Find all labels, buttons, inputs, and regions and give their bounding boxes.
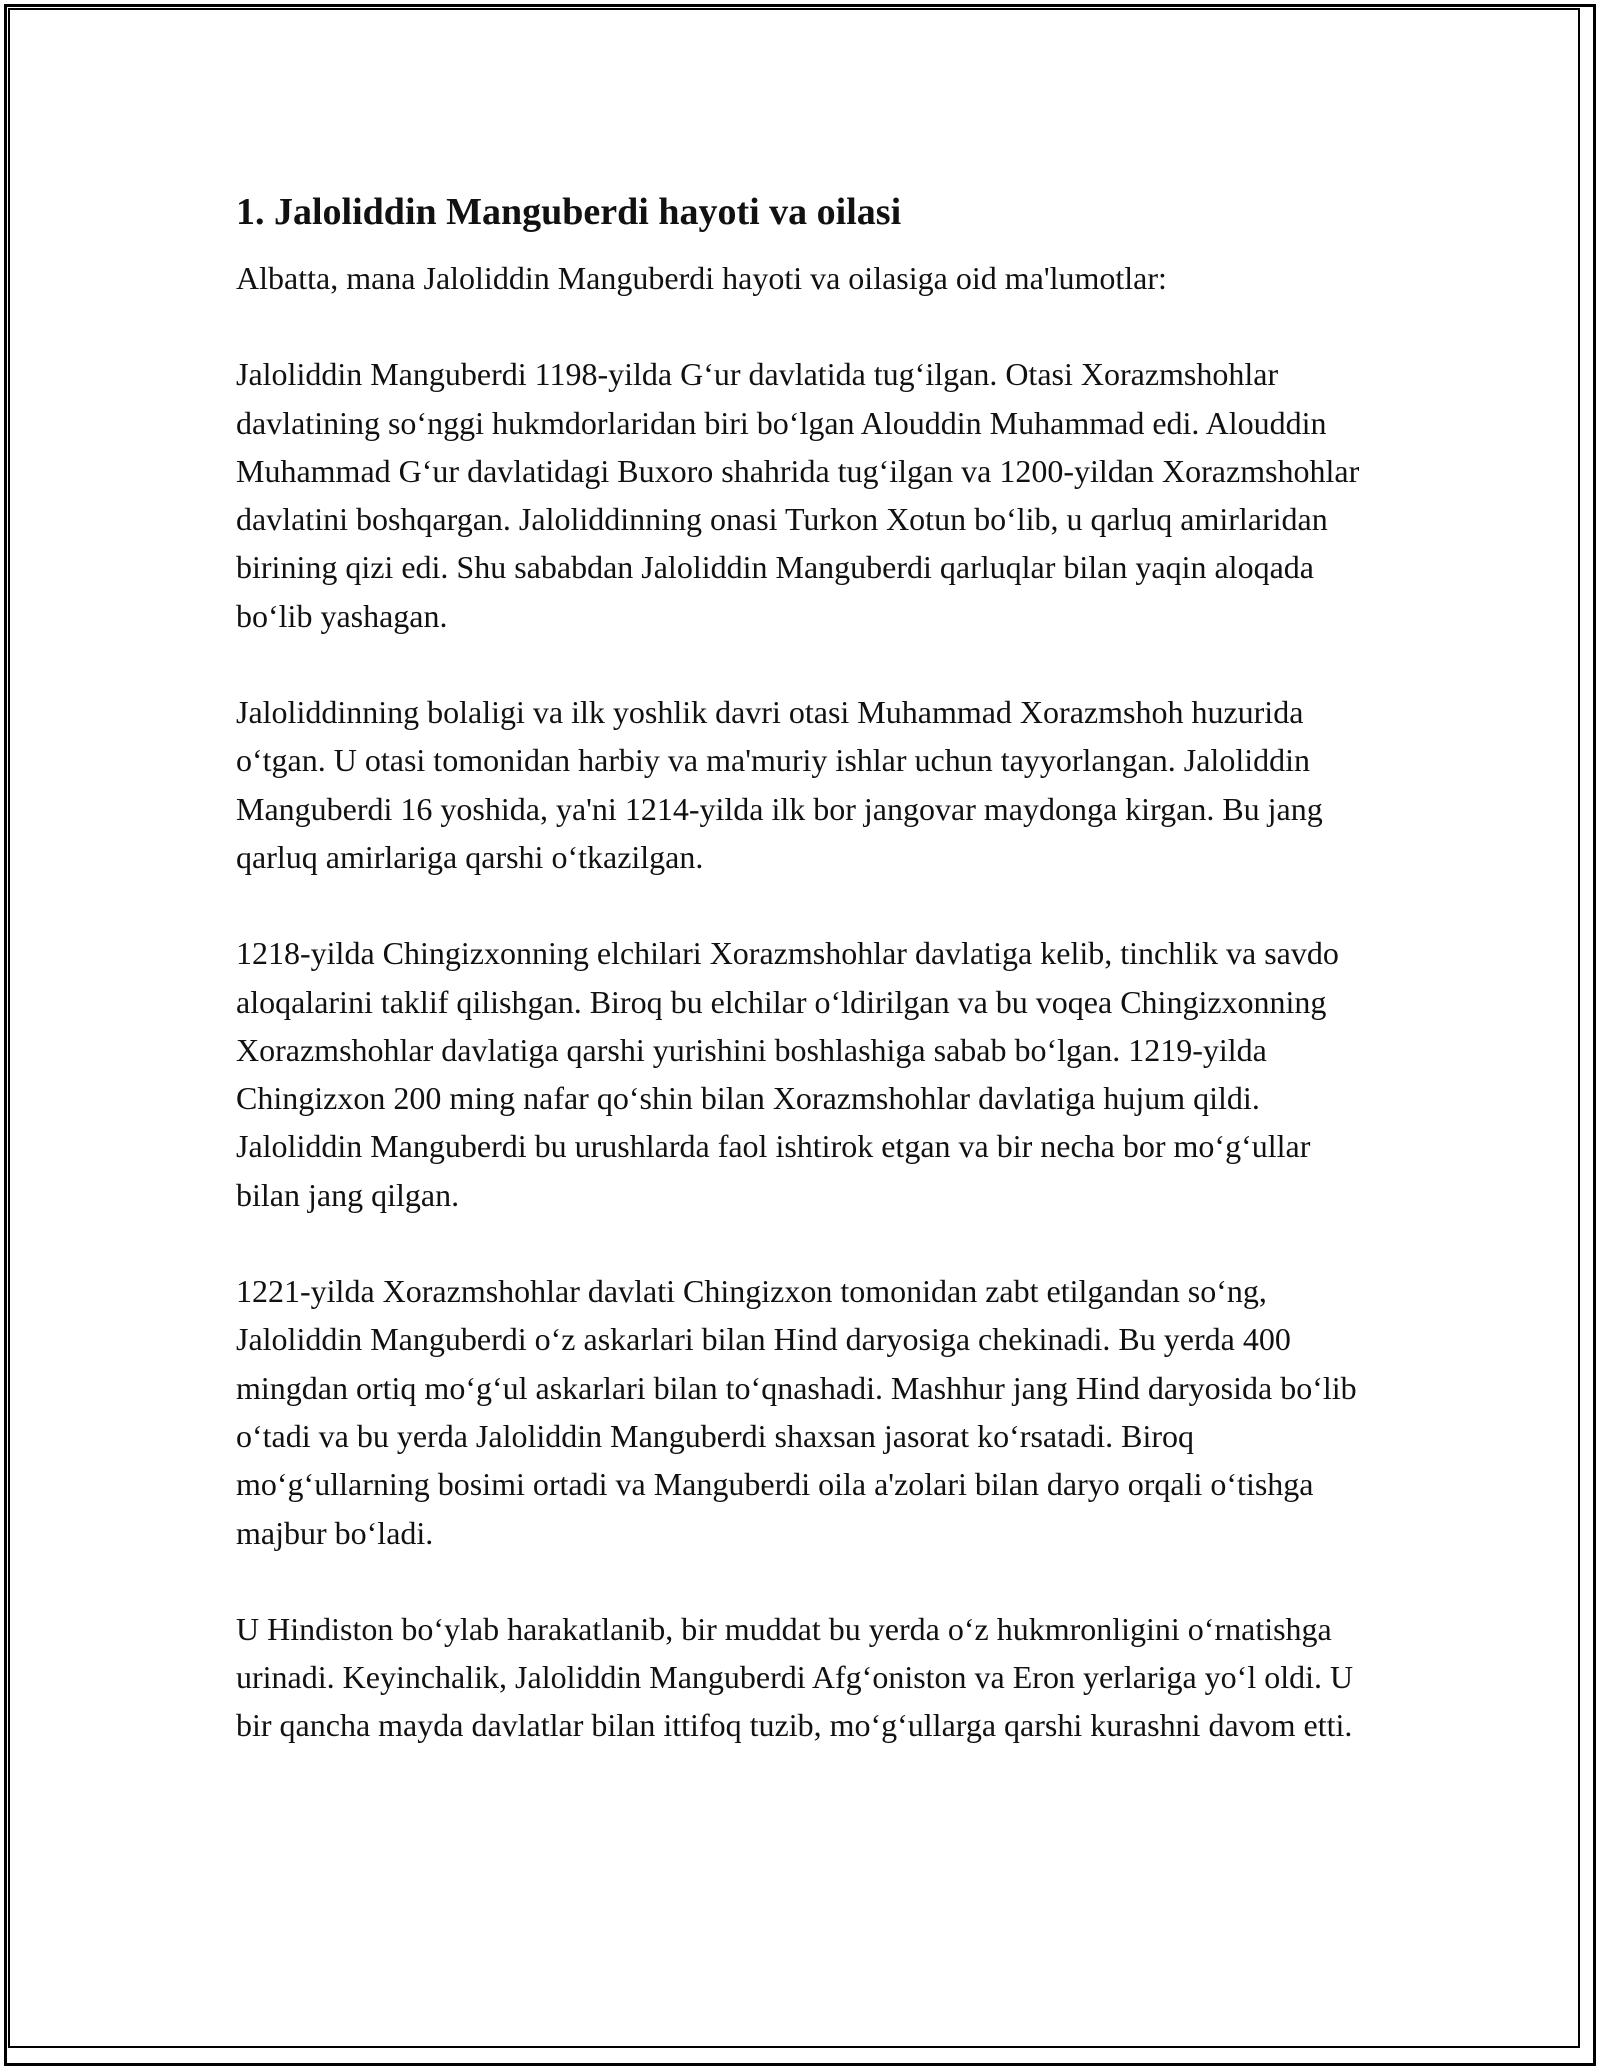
document-body [236, 188, 1366, 1798]
paragraph-indus-battle: 1221-yilda Xorazmshohlar davlati Chingizxon tomonidan zabt etilgandan so‘ng, Jaloliddin Manguberdi o‘z askarlari bilan Hind daryosiga chekinadi. Bu yerda 400 mingdan ortiq mo‘g‘ul askarlari bilan to‘qnashadi. Mashhur jang Hind daryosida bo‘lib o‘tadi va bu yerda Jaloliddin Manguberdi shaxsan jasorat ko‘rsatadi. Biroq mo‘g‘ullarning bosimi ortadi va Manguberdi oila a'zolari bilan daryo orqali o‘tishga majbur bo‘ladi. [236, 1273, 1357, 1551]
paragraph-childhood: Jaloliddinning bolaligi va ilk yoshlik davri otasi Muhammad Xorazmshoh huzurida o‘tgan. U otasi tomonidan harbiy va ma'muriy ishlar uchun tayyorlangan. Jaloliddin Manguberdi 16 yoshida, ya'ni 1214-yilda ilk bor jangovar maydonga kirgan. Bu jang qarluq amirlariga qarshi o‘tkazilgan. [236, 694, 1323, 875]
paragraph-birth-family: Jaloliddin Manguberdi 1198-yilda G‘ur davlatida tug‘ilgan. Otasi Xorazmshohlar davlatining so‘nggi hukmdorlaridan biri bo‘lgan Alouddin Muhammad edi. Alouddin Muhammad G‘ur davlatidagi Buxoro shahrida tug‘ilgan va 1200-yildan Xorazmshohlar davlatini boshqargan. Jaloliddinning onasi Turkon Xotun bo‘lib, u qarluq amirlaridan birining qizi edi. Shu sababdan Jaloliddin Manguberdi qarluqlar bilan yaqin aloqada bo‘lib yashagan. [236, 356, 1360, 634]
paragraph-later-campaigns: U Hindiston bo‘ylab harakatlanib, bir muddat bu yerda o‘z hukmronligini o‘rnatishga urinadi. Keyinchalik, Jaloliddin Manguberdi Afg‘oniston va Eron yerlariga yo‘l oldi. U bir qancha mayda davlatlar bilan ittifoq tuzib, mo‘g‘ullarga qarshi kurashni davom etti. [236, 1610, 1354, 1744]
intro-paragraph: Albatta, mana Jaloliddin Manguberdi hayoti va oilasiga oid ma'lumotlar: [236, 260, 1167, 296]
paragraph-mongol-invasion: 1218-yilda Chingizxonning elchilari Xorazmshohlar davlatiga kelib, tinchlik va savdo aloqalarini taklif qilishgan. Biroq bu elchilar o‘ldirilgan va bu voqea Chingizxonning Xorazmshohlar davlatiga qarshi yurishini boshlashiga sabab bo‘lgan. 1219-yilda Chingizxon 200 ming nafar qo‘shin bilan Xorazmshohlar davlatiga hujum qildi. Jaloliddin Manguberdi bu urushlarda faol ishtirok etgan va bir necha bor mo‘g‘ullar bilan jang qilgan. [236, 935, 1339, 1213]
section-heading: 1. Jaloliddin Manguberdi hayoti va oilasi [236, 191, 902, 233]
